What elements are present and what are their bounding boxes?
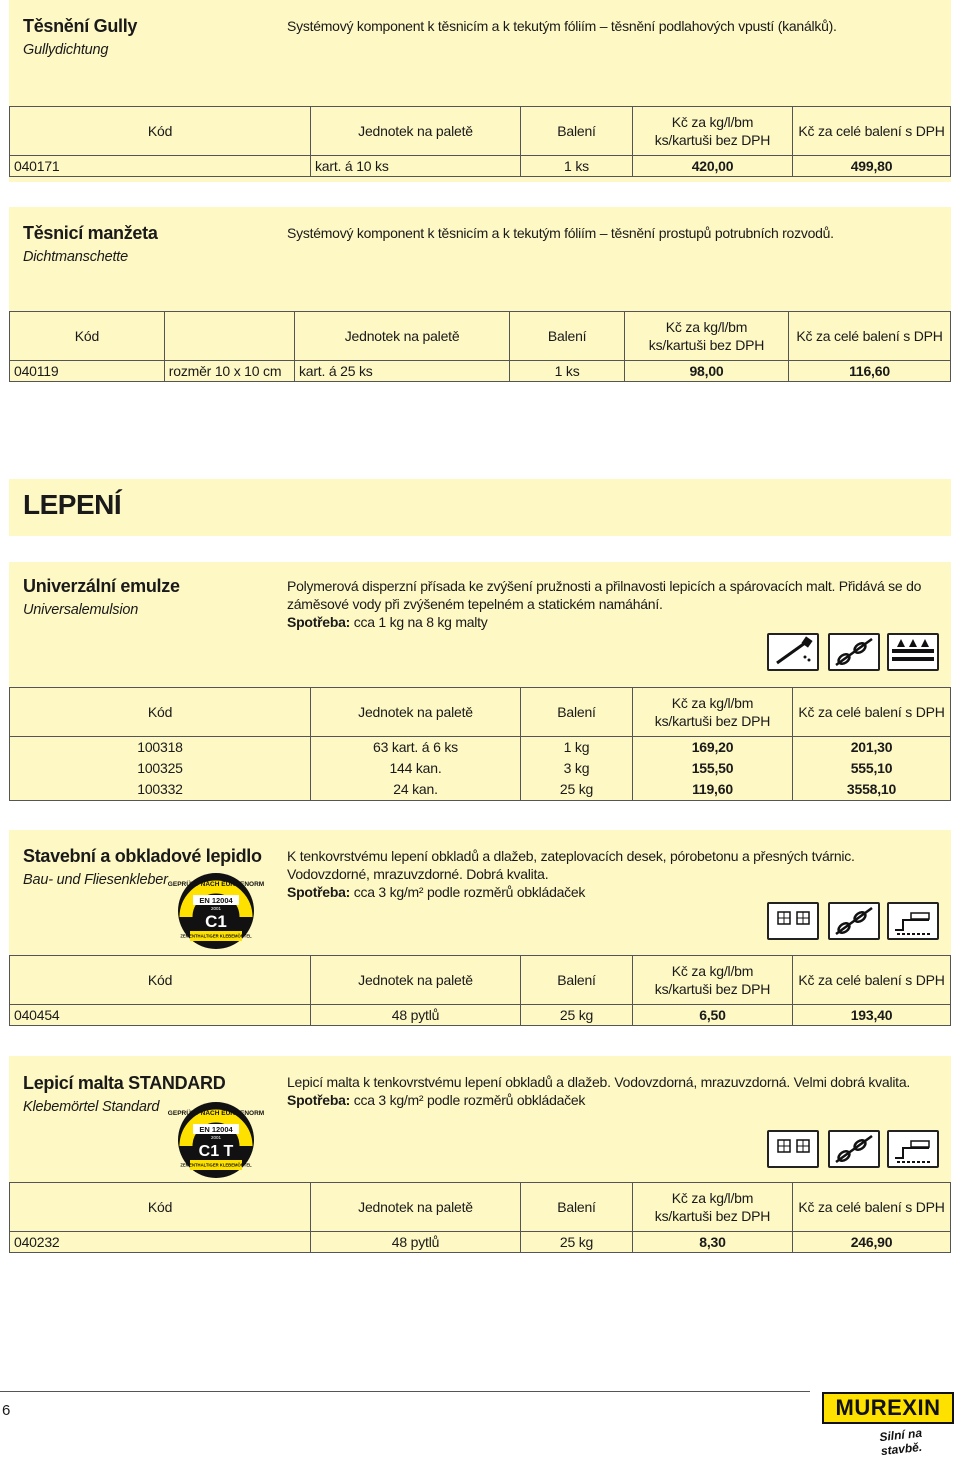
- header-code: Kód: [10, 688, 311, 737]
- cell-price: 8,30: [633, 1232, 793, 1253]
- header-units-pallet: Jednotek na paletě: [311, 688, 521, 737]
- seal-class: C1: [205, 912, 227, 931]
- product-description: Polymerová disperzní přísada ke zvýšení pružnosti a přilnavosti lepicích a spárovacích malt. Přidává se do záměsové vody při zvýšeném tepelném a statickém namáhání. Spotřeba: cca 1 kg na 8 kg malty: [287, 578, 922, 630]
- table-row: [10, 1005, 951, 1026]
- trowel-icon: [887, 902, 939, 940]
- product-description: Lepicí malta k tenkovrstvému lepení obkladů a dlažeb. Vodovzdorná, mrazuvzdorná. Velmi dobrá kvalita. Spotřeba: cca 3 kg/m² podle rozměrů obkládaček: [287, 1074, 910, 1108]
- header-price-unit: Kč za kg/l/bm ks/kartuši bez DPH: [633, 688, 793, 737]
- header-price-total: Kč za celé balení s DPH: [793, 107, 951, 156]
- cell-code: 040171: [10, 156, 311, 177]
- price-table: [9, 106, 951, 177]
- brand-name: MUREXIN: [835, 1395, 941, 1420]
- cell-total: [793, 737, 951, 801]
- section-banner-title: LEPENÍ: [23, 489, 122, 520]
- cell-pack: [521, 737, 633, 801]
- price-table: [9, 311, 951, 382]
- consumption-value: cca 3 kg/m² podle rozměrů obkládaček: [353, 884, 586, 900]
- header-packaging: Balení: [521, 107, 633, 156]
- header-price-total: Kč za celé balení s DPH: [793, 688, 951, 737]
- cell-pack-3: 25 kg: [559, 781, 594, 797]
- header-price-total: Kč za celé balení s DPH: [789, 312, 951, 361]
- product-subtitle: Dichtmanschette: [23, 249, 128, 265]
- header-code: Kód: [10, 107, 311, 156]
- product-subtitle: Universalemulsion: [23, 602, 139, 618]
- footer-divider: [0, 1391, 810, 1392]
- seal-bottom: ZEMENTHALTIGER KLEBEMÖRTEL: [180, 1162, 252, 1168]
- cell-price: 420,00: [633, 156, 793, 177]
- consumption-label: Spotřeba:: [287, 1092, 351, 1108]
- cell-price: 6,50: [633, 1005, 793, 1026]
- product-name: Univerzální emulze: [23, 576, 180, 596]
- cell-units: 48 pytlů: [311, 1232, 521, 1253]
- header-price-total: Kč za celé balení s DPH: [793, 956, 951, 1005]
- brush-icon: [767, 633, 819, 671]
- product-section-manzeta: [9, 207, 951, 382]
- product-subtitle: Bau- und Fliesenkleber: [23, 872, 168, 888]
- header-price-total: Kč za celé balení s DPH: [793, 1183, 951, 1232]
- cell-total: 116,60: [789, 361, 951, 382]
- table-header-row: [10, 688, 951, 737]
- cell-code-1: 100318: [137, 739, 183, 755]
- cell-size: rozměr 10 x 10 cm: [164, 361, 294, 382]
- header-code: Kód: [10, 956, 311, 1005]
- header-units-pallet: Jednotek na paletě: [294, 312, 509, 361]
- seal-top-text: GEPRÜFT NACH EUROENORM: [167, 881, 265, 888]
- cell-units: kart. á 25 ks: [294, 361, 509, 382]
- header-packaging: Balení: [521, 1183, 633, 1232]
- cell-pack: 25 kg: [521, 1005, 633, 1026]
- table-row-group: [10, 737, 951, 801]
- header-size: [164, 312, 294, 361]
- cell-pack: 25 kg: [521, 1232, 633, 1253]
- table-row: [10, 1232, 951, 1253]
- cell-code: 040232: [10, 1232, 311, 1253]
- table-row: [10, 156, 951, 177]
- cell-pack-2: 3 kg: [563, 760, 590, 776]
- seal-top-text: GEPRÜFT NACH EUROENORM: [167, 1110, 265, 1117]
- mixer-icon: [828, 902, 880, 940]
- header-units-pallet: Jednotek na paletě: [311, 1183, 521, 1232]
- consumption-label: Spotřeba:: [287, 614, 351, 630]
- cell-units-2: 144 kan.: [389, 760, 442, 776]
- product-name: Těsnicí manžeta: [23, 223, 158, 243]
- en12004-c1t-seal: [167, 1100, 265, 1180]
- window-icon: [767, 902, 819, 940]
- header-packaging: Balení: [510, 312, 625, 361]
- product-name: Lepicí malta STANDARD: [23, 1073, 226, 1093]
- mixer-icon: [828, 1130, 880, 1168]
- seal-class: C1 T: [198, 1143, 234, 1160]
- cell-total-2: 555,10: [850, 760, 893, 776]
- table-row: [10, 361, 951, 382]
- product-section-emulze: [9, 562, 951, 800]
- table-header-row: [10, 107, 951, 156]
- cell-price-3: 119,60: [692, 781, 733, 797]
- cell-units: [311, 737, 521, 801]
- cell-total: 193,40: [793, 1005, 951, 1026]
- cell-code: 040454: [10, 1005, 311, 1026]
- page-number: 6: [2, 1402, 11, 1419]
- mixer-icon: [828, 633, 880, 671]
- tile-wall-icon: [887, 633, 939, 671]
- cell-pack: 1 ks: [521, 156, 633, 177]
- en12004-c1-seal: [167, 871, 265, 951]
- header-code: Kód: [10, 1183, 311, 1232]
- consumption-value: cca 1 kg na 8 kg malty: [353, 614, 488, 630]
- window-icon: [767, 1130, 819, 1168]
- price-table: [9, 1182, 951, 1253]
- header-units-pallet: Jednotek na paletě: [311, 956, 521, 1005]
- header-price-unit: Kč za kg/l/bm ks/kartuši bez DPH: [633, 107, 793, 156]
- seal-year: 2001: [210, 1135, 222, 1140]
- cell-code: [10, 737, 311, 801]
- header-units-pallet: Jednotek na paletě: [311, 107, 521, 156]
- product-subtitle: Klebemörtel Standard: [23, 1099, 160, 1115]
- cell-price: [633, 737, 793, 801]
- consumption-label: Spotřeba:: [287, 884, 351, 900]
- header-price-unit: Kč za kg/l/bm ks/kartuši bez DPH: [633, 1183, 793, 1232]
- cell-total-3: 3558,10: [846, 781, 897, 797]
- product-section-gully: [9, 0, 951, 182]
- cell-units: kart. á 10 ks: [311, 156, 521, 177]
- seal-bottom: ZEMENTHALTIGER KLEBEMÖRTEL: [180, 933, 252, 939]
- product-description: K tenkovrstvému lepení obkladů a dlažeb, zateplovacích desek, pórobetonu a přesných tvárnic. Vodovzdorné, mrazuvzdorné. Dobrá kvalita. Spotřeba: cca 3 kg/m² podle rozměrů obkládaček: [287, 848, 855, 900]
- header-price-unit: Kč za kg/l/bm ks/kartuši bez DPH: [625, 312, 789, 361]
- cell-price-1: 169,20: [691, 739, 734, 755]
- cell-units-1: 63 kart. á 6 ks: [373, 739, 458, 755]
- section-banner: [9, 479, 951, 536]
- cell-price: 98,00: [625, 361, 789, 382]
- seal-year: 2001: [210, 906, 222, 911]
- table-header-row: [10, 1183, 951, 1232]
- price-table: [9, 955, 951, 1026]
- consumption-value: cca 3 kg/m² podle rozměrů obkládaček: [353, 1092, 586, 1108]
- table-header-row: [10, 312, 951, 361]
- brand-slogan: Silní na stavbě.: [878, 1425, 923, 1458]
- cell-pack-1: 1 kg: [563, 739, 590, 755]
- product-subtitle: Gullydichtung: [23, 42, 109, 58]
- product-section-lepidlo: [9, 830, 951, 1026]
- header-code: Kód: [10, 312, 165, 361]
- header-packaging: Balení: [521, 956, 633, 1005]
- cell-total: 246,90: [793, 1232, 951, 1253]
- product-name: Těsnění Gully: [23, 16, 138, 36]
- table-header-row: [10, 956, 951, 1005]
- header-packaging: Balení: [521, 688, 633, 737]
- cell-units-3: 24 kan.: [393, 781, 438, 797]
- cell-total: 499,80: [793, 156, 951, 177]
- seal-norm: EN 12004: [199, 1125, 233, 1134]
- cell-total-1: 201,30: [850, 739, 893, 755]
- product-description: Systémový komponent k těsnicím a k tekutým fóliím – těsnění podlahových vpustí (kanálků).: [287, 18, 837, 34]
- price-table: [9, 687, 951, 801]
- seal-norm: EN 12004: [199, 896, 233, 905]
- cell-price-2: 155,50: [691, 760, 734, 776]
- cell-units: 48 pytlů: [311, 1005, 521, 1026]
- murexin-logo: [822, 1392, 954, 1424]
- product-description: Systémový komponent k těsnicím a k tekutým fóliím – těsnění prostupů potrubních rozvodů.: [287, 225, 834, 241]
- cell-pack: 1 ks: [510, 361, 625, 382]
- trowel-icon: [887, 1130, 939, 1168]
- product-section-malta-standard: [9, 1056, 951, 1253]
- cell-code-2: 100325: [137, 760, 183, 776]
- product-name: Stavební a obkladové lepidlo: [23, 846, 262, 866]
- cell-code-3: 100332: [137, 781, 183, 797]
- header-price-unit: Kč za kg/l/bm ks/kartuši bez DPH: [633, 956, 793, 1005]
- cell-code: 040119: [10, 361, 165, 382]
